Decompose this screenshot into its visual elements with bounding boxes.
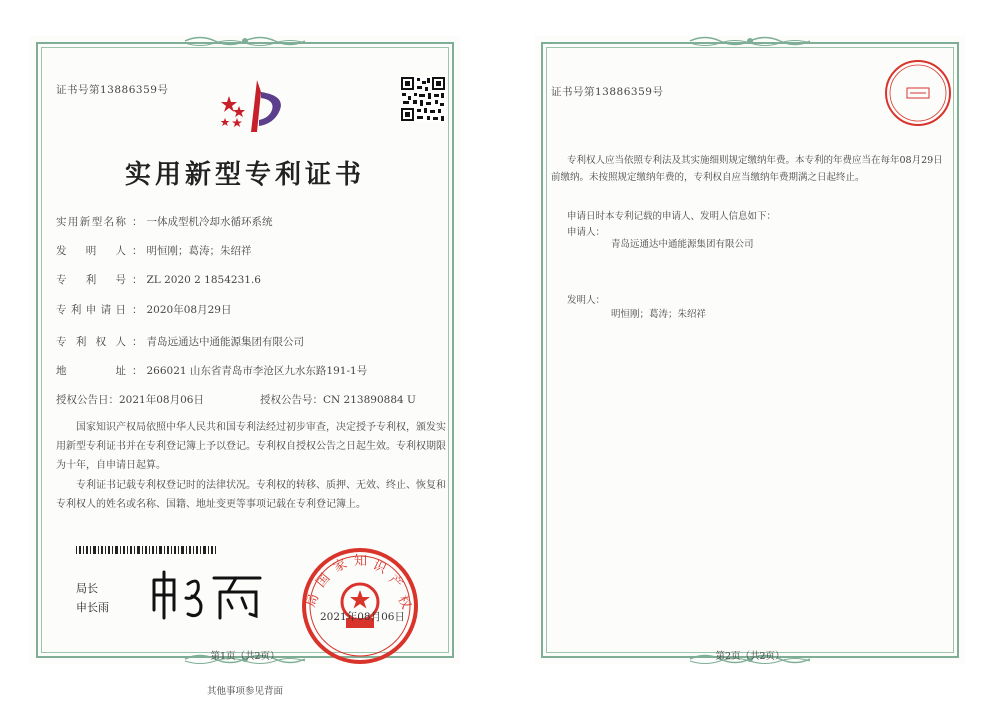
printing-seal-icon [883,58,953,128]
certificate-page-1 [30,36,460,664]
grant-paragraph: 国家知识产权局依照中华人民共和国专利法经过初步审查，决定授予专利权，颁发实用新型专利证书并在专利登记簿上予以登记。专利权自授权公告之日起生效。专利权期限为十年，自申请日起算。 [56,422,446,471]
field-publication-date: 授权公告日：2021年08月06日 [56,394,204,406]
annual-fee-paragraph: 专利权人应当依照专利法及其实施细则规定缴纳年费。本专利的年费应当在每年08月29日前缴纳。未按照规定缴纳年费的，专利权自应当缴纳年费期满之日起终止。 [551,155,943,183]
certificate-page-2 [535,36,965,664]
field-value: 青岛远通达中通能源集团有限公司 [146,336,304,348]
field-value: 2021年08月06日 [119,394,204,406]
footer-note: 其他事项参见背面 [206,686,283,697]
svg-text:权: 权 [394,593,414,612]
field-value: 266021 山东省青岛市李沧区九水东路191-1号 [146,365,368,377]
page-number: 第1页（共2页） [210,651,280,662]
svg-text:家: 家 [331,556,350,576]
field-label: 专利权人 [56,336,126,348]
svg-text:识: 识 [370,558,389,578]
inventor-label: 发明人： [567,295,606,306]
svg-text:知: 知 [354,554,368,569]
inventor-value: 明恒刚；葛涛；朱绍祥 [611,309,707,320]
field-label: 地址 [56,365,126,377]
decorative-border-inner [546,47,954,653]
page-number: 第2页（共2页） [715,651,785,662]
field-label: 授权公告号 [260,394,313,406]
field-label: 专利号 [56,274,126,286]
director-name: 申长雨 [76,601,109,614]
field-label: 授权公告日 [56,394,109,406]
page-title: 实用新型专利证书 [124,160,365,190]
field-value: 明恒刚；葛涛；朱绍祥 [146,245,252,257]
top-ornament-icon [180,34,310,48]
director-signature-icon [148,566,266,624]
applicant-label: 申请人： [567,227,606,238]
field-label: 发明人 [56,245,126,257]
field-value: 2020年08月29日 [146,304,232,316]
field-utility-model-name: 实用新型名称 ： 一体成型机冷却水循环系统 [56,216,273,228]
legal-status-paragraph: 专利证书记载专利权登记时的法律状况。专利权的转移、质押、无效、终止、恢复和专利权人的姓名或名称、国籍、地址变更等事项记载在专利登记簿上。 [56,480,446,510]
field-patentee: 专利权人 ： 青岛远通达中通能源集团有限公司 [56,336,304,348]
certificate-number: 证书号第13886359号 [56,84,169,96]
field-publication-number: 授权公告号：CN 213890884 U [260,394,416,406]
field-value: ZL 2020 2 1854231.6 [146,274,261,286]
svg-text:产: 产 [385,572,405,593]
field-value: 一体成型机冷却水循环系统 [146,216,273,228]
applicant-value: 青岛远通达中通能源集团有限公司 [611,239,754,250]
field-value: CN 213890884 U [323,394,416,406]
field-address: 地址 ： 266021 山东省青岛市李沧区九水东路191-1号 [56,365,368,377]
cnipa-logo-icon [217,76,297,134]
director-title: 局长 [76,582,98,595]
svg-text:国: 国 [313,570,334,591]
top-ornament-icon [685,34,815,48]
field-label: 专利申请日 [56,304,126,316]
svg-text:局: 局 [303,592,323,610]
field-inventors: 发明人 ： 明恒刚；葛涛；朱绍祥 [56,245,252,257]
field-patent-number: 专利号 ： ZL 2020 2 1854231.6 [56,274,261,286]
seal-date: 2021年08月06日 [320,611,405,623]
qr-code-icon [400,76,446,122]
record-heading: 申请日时本专利记载的申请人、发明人信息如下： [567,211,777,222]
barcode-icon [76,546,216,554]
field-application-date: 专利申请日 ： 2020年08月29日 [56,304,232,316]
field-label: 实用新型名称 [56,216,126,228]
certificate-number: 证书号第13886359号 [551,86,664,98]
